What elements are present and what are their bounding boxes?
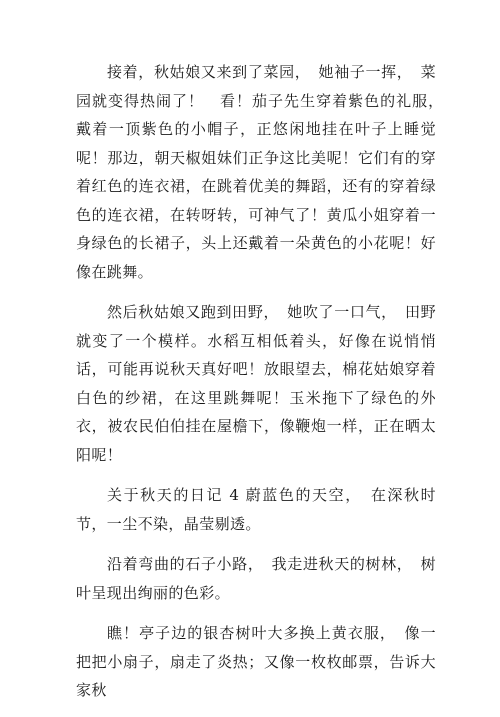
document-body [76, 58, 452, 717]
paragraph-vegetable-garden: 接着，秋姑娘又来到了菜园， 她袖子一挥， 菜园就变得热闹了！ 看！茄子先生穿着紫色的礼服， 戴着一顶紫色的小帽子，正悠闲地挂在叶子上睡觉呢！那边，朝天椒姐妹们正争这比美呢！它们有的穿着红色的连衣裙，在跳着优美的舞蹈，还有的穿着绿色的连衣裙，在转呀转，可神气了！黄瓜小姐穿着一身绿色的长裙子，头上还戴着一朵黄色的小花呢！好像在跳舞。 [76, 63, 452, 281]
paragraph-ginkgo: 瞧！亭子边的银杏树叶大多换上黄衣服， 像一把把小扇子，扇走了炎热；又像一枚枚邮票，告诉大家秋 [76, 624, 436, 699]
paragraph-stone-path: 沿着弯曲的石子小路， 我走进秋天的树林， 树叶呈现出绚丽的色彩。 [76, 555, 436, 602]
paragraph-fields: 然后秋姑娘又跑到田野， 她吹了一口气， 田野就变了一个模样。水稻互相低着头，好像在说悄悄话，可能再说秋天真好吧！放眼望去，棉花姑娘穿着白色的纱裙，在这里跳舞呢！玉米拖下了绿色的外衣，被农民伯伯挂在屋檐下，像鞭炮一样，正在晒太阳呢！ [76, 303, 436, 464]
paragraph-autumn-sky: 关于秋天的日记 4 蔚蓝色的天空， 在深秋时节，一尘不染，晶莹剔透。 [76, 486, 436, 533]
